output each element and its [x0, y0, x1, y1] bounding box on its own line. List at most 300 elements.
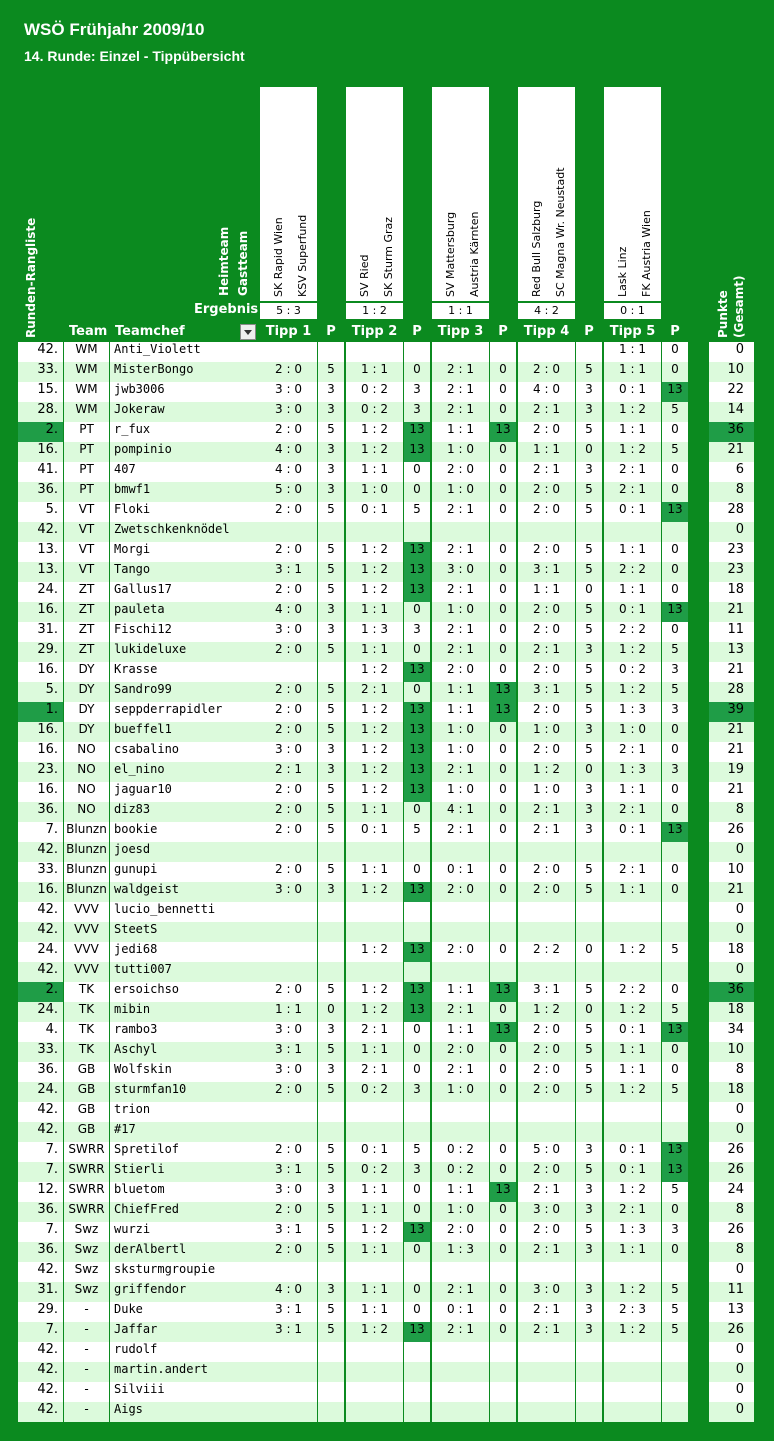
- table-row: [0, 782, 774, 802]
- total-points-cell: 18: [709, 582, 754, 602]
- tipp-cell: 2 : 0: [518, 482, 575, 502]
- points-cell: 13: [490, 982, 516, 1002]
- points-cell: 0: [404, 1062, 430, 1082]
- points-cell: [662, 1402, 688, 1422]
- points-cell: 0: [490, 1302, 516, 1322]
- points-cell: [490, 922, 516, 942]
- rank-cell: 4.: [18, 1022, 63, 1042]
- team-cell: WM: [64, 402, 109, 422]
- team-cell: ZT: [64, 642, 109, 662]
- tipp-cell: 1 : 1: [346, 462, 403, 482]
- table-row: [0, 842, 774, 862]
- total-points-cell: 10: [709, 362, 754, 382]
- tipp-cell: 0 : 2: [346, 382, 403, 402]
- rank-cell: 13.: [18, 562, 63, 582]
- points-cell: 0: [490, 602, 516, 622]
- rank-cell: 24.: [18, 942, 63, 962]
- table-row: [0, 602, 774, 622]
- tipp-cell: 1 : 1: [518, 582, 575, 602]
- tipp-cell: 1 : 2: [518, 762, 575, 782]
- tipp-cell: 2 : 1: [346, 1022, 403, 1042]
- points-cell: 13: [404, 882, 430, 902]
- points-cell: 5: [318, 702, 344, 722]
- points-cell: 13: [662, 1142, 688, 1162]
- rank-cell: 16.: [18, 742, 63, 762]
- tipp-cell: 1 : 1: [432, 1022, 489, 1042]
- points-cell: 5: [576, 982, 602, 1002]
- tipp-cell: 2 : 0: [260, 822, 317, 842]
- tipp-cell: 1 : 2: [604, 1182, 661, 1202]
- teamchef-cell: lukideluxe: [110, 642, 260, 662]
- rank-cell: 36.: [18, 1062, 63, 1082]
- points-cell: 0: [404, 362, 430, 382]
- points-cell: 5: [662, 1282, 688, 1302]
- tipp-cell: 3 : 0: [518, 1202, 575, 1222]
- rank-cell: 16.: [18, 782, 63, 802]
- points-cell: 0: [404, 1302, 430, 1322]
- teamchef-cell: derAlbertl: [110, 1242, 260, 1262]
- tipp-cell: 2 : 1: [518, 822, 575, 842]
- rank-cell: 42.: [18, 522, 63, 542]
- tipp-cell: 1 : 1: [604, 1062, 661, 1082]
- total-points-cell: 0: [709, 1342, 754, 1362]
- tipp-cell: [346, 522, 403, 542]
- table-row: [0, 982, 774, 1002]
- points-cell: 5: [318, 862, 344, 882]
- tipp-cell: 2 : 1: [432, 822, 489, 842]
- tipp-cell: [518, 962, 575, 982]
- points-cell: [404, 1262, 430, 1282]
- tipp-cell: 1 : 2: [346, 722, 403, 742]
- points-cell: 0: [490, 762, 516, 782]
- teamchef-cell: Krasse: [110, 662, 260, 682]
- game-3-away: Austria Kärnten: [468, 211, 481, 297]
- tipp-cell: 1 : 2: [346, 762, 403, 782]
- rank-cell: 16.: [18, 442, 63, 462]
- tipp-cell: [432, 342, 489, 362]
- points-cell: 3: [576, 1302, 602, 1322]
- points-cell: [318, 1402, 344, 1422]
- team-cell: DY: [64, 662, 109, 682]
- team-header: Team: [69, 324, 108, 339]
- points-cell: 3: [404, 1162, 430, 1182]
- tipp-cell: 0 : 1: [604, 1142, 661, 1162]
- tipp-cell: [432, 902, 489, 922]
- points-cell: [318, 342, 344, 362]
- points-cell: 5: [576, 1062, 602, 1082]
- teamchef-cell: gunupi: [110, 862, 260, 882]
- total-points-cell: 36: [709, 422, 754, 442]
- tipp-cell: 1 : 1: [432, 422, 489, 442]
- tipp-cell: 2 : 0: [518, 502, 575, 522]
- points-cell: 5: [576, 542, 602, 562]
- team-cell: DY: [64, 682, 109, 702]
- tipp-cell: [604, 1382, 661, 1402]
- points-cell: 0: [490, 822, 516, 842]
- points-cell: 0: [490, 802, 516, 822]
- rank-cell: 29.: [18, 1302, 63, 1322]
- tipp-cell: 1 : 3: [432, 1242, 489, 1262]
- tipp-cell: [518, 1402, 575, 1422]
- tipp-cell: 1 : 1: [432, 1182, 489, 1202]
- rank-cell: 7.: [18, 822, 63, 842]
- rank-cell: 24.: [18, 1002, 63, 1022]
- total-points-cell: 21: [709, 442, 754, 462]
- team-cell: ZT: [64, 602, 109, 622]
- tipp-cell: [346, 342, 403, 362]
- table-row: [0, 442, 774, 462]
- team-cell: GB: [64, 1062, 109, 1082]
- total-points-cell: 6: [709, 462, 754, 482]
- teamchef-cell: jedi68: [110, 942, 260, 962]
- tipp-cell: 1 : 0: [432, 1202, 489, 1222]
- points-cell: [662, 1362, 688, 1382]
- points-cell: 0: [662, 982, 688, 1002]
- tipp-cell: 1 : 2: [604, 1002, 661, 1022]
- tipp-cell: 5 : 0: [260, 482, 317, 502]
- rank-cell: 31.: [18, 1282, 63, 1302]
- tipp-cell: 2 : 1: [432, 362, 489, 382]
- table-row: [0, 1162, 774, 1182]
- points-cell: 3: [576, 802, 602, 822]
- tipp-cell: [432, 1382, 489, 1402]
- total-points-cell: 21: [709, 782, 754, 802]
- tipp-cell: [604, 1402, 661, 1422]
- tipp-cell: 1 : 0: [432, 482, 489, 502]
- rank-cell: 33.: [18, 1042, 63, 1062]
- points-cell: 0: [490, 1222, 516, 1242]
- tipp-cell: 1 : 2: [346, 1322, 403, 1342]
- points-cell: [662, 1382, 688, 1402]
- tipp-cell: 3 : 0: [260, 382, 317, 402]
- teamchef-cell: diz83: [110, 802, 260, 822]
- points-cell: 0: [490, 1142, 516, 1162]
- tipp-cell: 2 : 1: [518, 1182, 575, 1202]
- table-row: [0, 822, 774, 842]
- points-cell: [490, 902, 516, 922]
- table-row: [0, 582, 774, 602]
- tipp-cell: 0 : 1: [604, 382, 661, 402]
- tipp-cell: 2 : 2: [518, 942, 575, 962]
- points-cell: 3: [576, 822, 602, 842]
- points-cell: 0: [404, 1182, 430, 1202]
- table-row: [0, 422, 774, 442]
- tipp-cell: 3 : 0: [260, 882, 317, 902]
- points-cell: [318, 1342, 344, 1362]
- table-row: [0, 1322, 774, 1342]
- tipp-cell: 2 : 1: [432, 1322, 489, 1342]
- table-row: [0, 1102, 774, 1122]
- points-cell: 3: [404, 1082, 430, 1102]
- tipp-cell: [518, 902, 575, 922]
- team-cell: GB: [64, 1122, 109, 1142]
- tipp-cell: [432, 1102, 489, 1122]
- tipp-cell: [518, 1362, 575, 1382]
- total-points-cell: 34: [709, 1022, 754, 1042]
- team-cell: PT: [64, 442, 109, 462]
- points-cell: 0: [490, 882, 516, 902]
- points-cell: 0: [490, 382, 516, 402]
- points-cell: [404, 922, 430, 942]
- points-cell: 5: [576, 1042, 602, 1062]
- teamchef-cell: wurzi: [110, 1222, 260, 1242]
- tipp-cell: 1 : 2: [518, 1002, 575, 1022]
- tipp-cell: 1 : 2: [346, 542, 403, 562]
- points-cell: 5: [318, 682, 344, 702]
- total-points-cell: 13: [709, 1302, 754, 1322]
- tipp-2-header: Tipp 2: [351, 324, 398, 339]
- points-cell: [490, 1102, 516, 1122]
- teamchef-cell: Aigs: [110, 1402, 260, 1422]
- points-cell: 5: [318, 1162, 344, 1182]
- tipp-cell: [346, 922, 403, 942]
- gastteam-label: Gastteam: [236, 230, 250, 296]
- rank-cell: 36.: [18, 1202, 63, 1222]
- points-cell: 3: [318, 742, 344, 762]
- table-row: [0, 462, 774, 482]
- tipp-cell: 2 : 0: [518, 362, 575, 382]
- teamchef-cell: jaguar10: [110, 782, 260, 802]
- points-cell: 3: [576, 1282, 602, 1302]
- total-points-cell: 8: [709, 482, 754, 502]
- tipp-cell: [518, 342, 575, 362]
- team-cell: WM: [64, 342, 109, 362]
- total-points-cell: 26: [709, 1322, 754, 1342]
- tipp-cell: 2 : 1: [604, 802, 661, 822]
- teamchef-cell: Jaffar: [110, 1322, 260, 1342]
- tipp-cell: 1 : 0: [604, 722, 661, 742]
- tipp-cell: [604, 922, 661, 942]
- points-cell: 3: [662, 662, 688, 682]
- teamchef-cell: trion: [110, 1102, 260, 1122]
- total-points-cell: 0: [709, 1402, 754, 1422]
- game-4-result: 4 : 2: [518, 301, 575, 319]
- total-points-cell: 19: [709, 762, 754, 782]
- rank-cell: 7.: [18, 1162, 63, 1182]
- game-5-result: 0 : 1: [604, 301, 661, 319]
- tipp-cell: 2 : 0: [518, 1062, 575, 1082]
- tipp-cell: 2 : 0: [518, 1082, 575, 1102]
- tipp-cell: 2 : 0: [432, 662, 489, 682]
- teamchef-cell: bmwf1: [110, 482, 260, 502]
- points-cell: [318, 902, 344, 922]
- tipp-cell: 1 : 1: [432, 682, 489, 702]
- tipp-cell: 1 : 1: [604, 582, 661, 602]
- tipp-cell: 2 : 0: [518, 602, 575, 622]
- teamchef-cell: rambo3: [110, 1022, 260, 1042]
- tipp-cell: [518, 1122, 575, 1142]
- points-cell: 13: [662, 502, 688, 522]
- total-points-cell: 0: [709, 1382, 754, 1402]
- points-cell: 0: [662, 862, 688, 882]
- rank-cell: 13.: [18, 542, 63, 562]
- points-cell: 3: [404, 382, 430, 402]
- rank-cell: 36.: [18, 482, 63, 502]
- table-row: [0, 1002, 774, 1022]
- teamchef-cell: seppderrapidler: [110, 702, 260, 722]
- points-cell: [576, 1382, 602, 1402]
- tipp-cell: 3 : 0: [260, 1022, 317, 1042]
- tipp-cell: 1 : 1: [432, 702, 489, 722]
- tipp-cell: 2 : 1: [346, 1062, 403, 1082]
- tipp-cell: [432, 1362, 489, 1382]
- tipp-cell: [604, 962, 661, 982]
- tipp-cell: 1 : 2: [604, 1322, 661, 1342]
- tipp-cell: [432, 1122, 489, 1142]
- rank-cell: 36.: [18, 802, 63, 822]
- table-row: [0, 902, 774, 922]
- table-row: [0, 522, 774, 542]
- tipp-cell: 1 : 2: [346, 582, 403, 602]
- tipp-cell: 2 : 0: [432, 1042, 489, 1062]
- tipp-cell: 1 : 1: [346, 802, 403, 822]
- tipp-cell: 1 : 2: [604, 642, 661, 662]
- rank-cell: 7.: [18, 1322, 63, 1342]
- points-cell: 3: [576, 1142, 602, 1162]
- tipp-cell: 2 : 0: [518, 422, 575, 442]
- rank-cell: 2.: [18, 982, 63, 1002]
- points-cell: 5: [404, 822, 430, 842]
- table-row: [0, 882, 774, 902]
- tipp-cell: 1 : 1: [604, 882, 661, 902]
- table-row: [0, 1342, 774, 1362]
- rank-cell: 42.: [18, 1382, 63, 1402]
- team-cell: TK: [64, 1042, 109, 1062]
- points-cell: 0: [576, 762, 602, 782]
- tipp-cell: 2 : 0: [518, 1162, 575, 1182]
- points-cell: 3: [576, 642, 602, 662]
- points-cell: 0: [490, 722, 516, 742]
- team-cell: ZT: [64, 622, 109, 642]
- teamchef-cell: Jokeraw: [110, 402, 260, 422]
- punkte-gesamt-label: Punkte (Gesamt): [716, 275, 746, 338]
- total-points-cell: 18: [709, 942, 754, 962]
- teamchef-cell: tutti007: [110, 962, 260, 982]
- teamchef-cell: lucio_bennetti: [110, 902, 260, 922]
- points-cell: [576, 962, 602, 982]
- points-cell: 13: [404, 1322, 430, 1342]
- tipp-cell: 1 : 1: [346, 1182, 403, 1202]
- points-cell: 0: [490, 662, 516, 682]
- teamchef-cell: #17: [110, 1122, 260, 1142]
- rank-cell: 42.: [18, 1342, 63, 1362]
- tipp-cell: 1 : 2: [346, 942, 403, 962]
- total-points-cell: 26: [709, 1142, 754, 1162]
- tipp-cell: 1 : 3: [604, 702, 661, 722]
- tipp-cell: 0 : 2: [432, 1142, 489, 1162]
- team-cell: WM: [64, 362, 109, 382]
- rank-cell: 42.: [18, 1122, 63, 1142]
- teamchef-cell: joesd: [110, 842, 260, 862]
- tipp-cell: 0 : 2: [346, 1162, 403, 1182]
- tipp-cell: 2 : 1: [604, 862, 661, 882]
- table-row: [0, 382, 774, 402]
- tipp-cell: 1 : 0: [432, 722, 489, 742]
- points-cell: 0: [662, 342, 688, 362]
- tipp-cell: [260, 1122, 317, 1142]
- points-cell: [576, 1362, 602, 1382]
- tipp-cell: 2 : 1: [432, 382, 489, 402]
- points-cell: 0: [662, 482, 688, 502]
- tipp-cell: 2 : 1: [432, 622, 489, 642]
- points-cell: 0: [662, 462, 688, 482]
- points-cell: 5: [576, 662, 602, 682]
- points-cell: 3: [576, 462, 602, 482]
- points-cell: 0: [662, 542, 688, 562]
- teamchef-cell: 407: [110, 462, 260, 482]
- rank-cell: 23.: [18, 762, 63, 782]
- tipp-cell: 1 : 1: [346, 1202, 403, 1222]
- tipp-cell: 2 : 0: [260, 862, 317, 882]
- team-cell: VVV: [64, 902, 109, 922]
- tipp-cell: 0 : 1: [346, 822, 403, 842]
- points-cell: 5: [318, 722, 344, 742]
- game-1-home: SK Rapid Wien: [272, 217, 285, 297]
- points-cell: 0: [490, 362, 516, 382]
- points-cell: 0: [490, 1062, 516, 1082]
- rank-cell: 42.: [18, 962, 63, 982]
- points-cell: 0: [490, 1242, 516, 1262]
- tipp-cell: [260, 1402, 317, 1422]
- tipp-cell: [432, 922, 489, 942]
- team-cell: SWRR: [64, 1202, 109, 1222]
- points-cell: 13: [662, 1162, 688, 1182]
- tipp-cell: [260, 1102, 317, 1122]
- tipp-cell: [604, 1342, 661, 1362]
- tipp-cell: 2 : 1: [432, 642, 489, 662]
- tipp-cell: 5 : 0: [518, 1142, 575, 1162]
- rank-cell: 41.: [18, 462, 63, 482]
- teamchef-cell: Sandro99: [110, 682, 260, 702]
- points-cell: 5: [318, 1242, 344, 1262]
- teamchef-cell: sturmfan10: [110, 1082, 260, 1102]
- points-cell: 13: [404, 662, 430, 682]
- points-cell: [490, 1362, 516, 1382]
- points-cell: [576, 1342, 602, 1362]
- team-cell: Blunzn: [64, 822, 109, 842]
- points-cell: [576, 1122, 602, 1142]
- points-cell: [404, 842, 430, 862]
- tipp-cell: 2 : 1: [432, 1062, 489, 1082]
- points-cell: 5: [576, 1082, 602, 1102]
- total-points-cell: 0: [709, 1102, 754, 1122]
- points-cell: 5: [662, 402, 688, 422]
- points-cell: 5: [576, 422, 602, 442]
- teamchef-cell: pompinio: [110, 442, 260, 462]
- tipp-cell: 2 : 0: [260, 982, 317, 1002]
- rank-cell: 42.: [18, 902, 63, 922]
- points-cell: 0: [662, 742, 688, 762]
- tipp-cell: 2 : 0: [260, 1242, 317, 1262]
- game-4-away: SC Magna Wr. Neustadt: [554, 167, 567, 297]
- points-cell: 3: [576, 382, 602, 402]
- team-cell: Swz: [64, 1282, 109, 1302]
- teamchef-filter-dropdown[interactable]: [240, 324, 256, 340]
- tipp-cell: 2 : 1: [604, 1202, 661, 1222]
- points-cell: 0: [404, 1202, 430, 1222]
- points-cell: [662, 922, 688, 942]
- points-cell: [662, 522, 688, 542]
- points-cell: 3: [318, 462, 344, 482]
- tipp-cell: 1 : 2: [604, 942, 661, 962]
- total-points-cell: 21: [709, 722, 754, 742]
- tipp-cell: 2 : 1: [432, 1282, 489, 1302]
- tipp-cell: 2 : 0: [260, 502, 317, 522]
- tipp-cell: 1 : 0: [432, 442, 489, 462]
- tipp-cell: 2 : 0: [518, 1022, 575, 1042]
- tipp-cell: 1 : 1: [346, 1042, 403, 1062]
- tipp-cell: 2 : 3: [604, 1302, 661, 1322]
